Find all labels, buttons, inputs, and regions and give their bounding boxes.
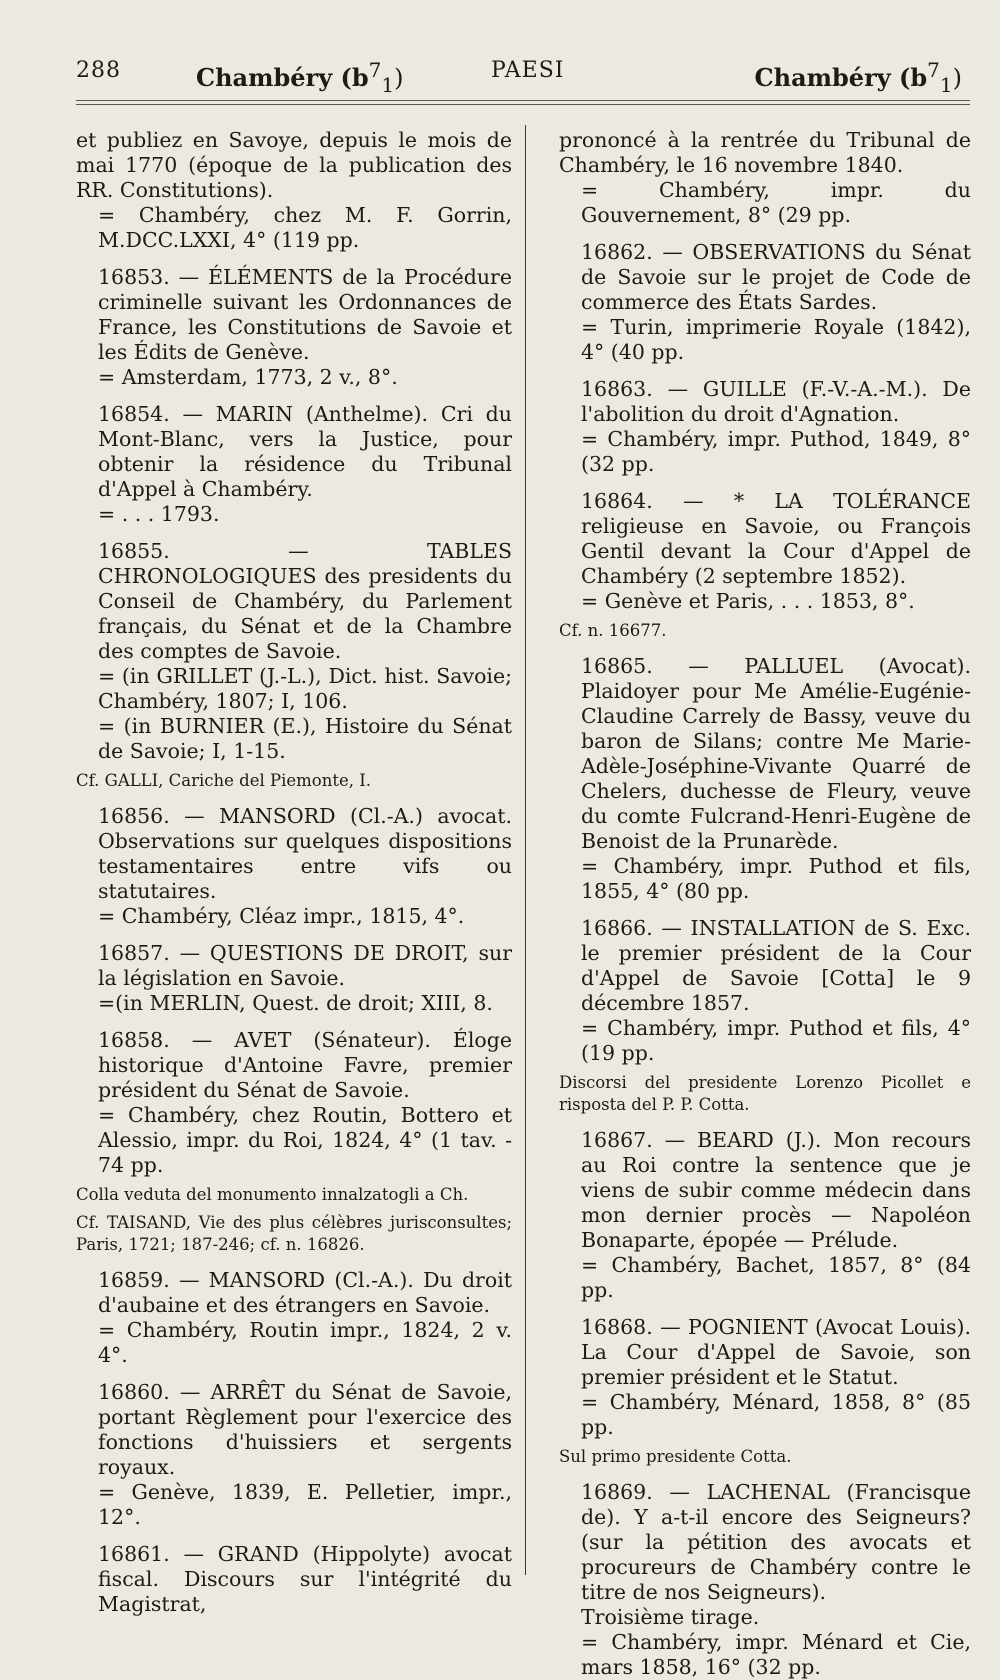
running-section: PAESI <box>491 58 565 83</box>
entry-16864: 16864. — * LA TOLÉRANCE religieuse en Savoie, ou François Gentil devant la Cour d'Appel de Chambéry (2 septembre 1852). <box>581 489 971 588</box>
imprint-line: = Chambéry, Bachet, 1857, 8° (84 pp. <box>581 1253 971 1302</box>
entry-16859: 16859. — MANSORD (Cl.-A.). Du droit d'aubaine et des étrangers en Savoie. <box>98 1268 512 1317</box>
imprint-line: =(in MERLIN, Quest. de droit; XIII, 8. <box>98 991 493 1015</box>
note: Cf. TAISAND, Vie des plus célèbres jurisconsultes; Paris, 1721; 187-246; cf. n. 16826. <box>76 1213 512 1254</box>
entry-16862: 16862. — OBSERVATIONS du Sénat de Savoie sur le projet de Code de commerce des États Sardes. <box>581 240 971 314</box>
text-block: et publiez en Savoye, depuis le mois de mai 1770 (époque de la publication des RR. Constitutions). <box>76 128 512 202</box>
entry-16855: 16855. — TABLES CHRONOLOGIQUES des presidents du Conseil de Chambéry, du Parlement français, du Sénat et de la Chambre des comptes de Savoie. <box>98 539 512 663</box>
imprint-line: = Chambéry, chez M. F. Gorrin, M.DCC.LXXI, 4° (119 pp. <box>98 203 512 252</box>
entry-16854: 16854. — MARIN (Anthelme). Cri du Mont-Blanc, vers la Justice, pour obtenir la résidence du Tribunal d'Appel à Chambéry. <box>98 402 512 501</box>
imprint-line: = Chambéry, impr. Ménard et Cie, mars 1858, 16° (32 pp. <box>581 1630 971 1679</box>
note: Cf. n. 16677. <box>559 621 667 640</box>
entry-16869: 16869. — LACHENAL (Francisque de). Y a-t-il encore des Seigneurs? (sur la pétition des avocats et procureurs de Chambéry contre le titre de nos Seigneurs). <box>581 1480 971 1604</box>
note: Discorsi del presidente Lorenzo Picollet e risposta del P. P. Cotta. <box>559 1073 971 1114</box>
imprint-line: = . . . 1793. <box>98 502 220 526</box>
page-number: 288 <box>76 58 121 83</box>
entry-16861: 16861. — GRAND (Hippolyte) avocat fiscal. Discours sur l'intégrité du Magistrat, <box>98 1542 512 1616</box>
header-rule-double <box>76 104 970 105</box>
entry-16863: 16863. — GUILLE (F.-V.-A.-M.). De l'abolition du droit d'Agnation. <box>581 377 971 426</box>
entry-16853: 16853. — ÉLÉMENTS de la Procédure criminelle suivant les Ordonnances de France, les Constitutions de Savoie et les Édits de Genève. <box>98 265 512 364</box>
entry-16857: 16857. — QUESTIONS DE DROIT, sur la législation en Savoie. <box>98 941 512 990</box>
note: Sul primo presidente Cotta. <box>559 1447 792 1466</box>
column-divider <box>525 125 526 1575</box>
entry-16858: 16858. — AVET (Sénateur). Éloge historique d'Antoine Favre, premier président du Sénat de Savoie. <box>98 1028 512 1102</box>
header-rule <box>76 100 970 101</box>
right-column <box>559 128 971 1680</box>
imprint-line: = Chambéry, Routin impr., 1824, 2 v. 4°. <box>98 1318 512 1367</box>
imprint-line: Troisième tirage. <box>581 1605 760 1629</box>
imprint-line: = Chambéry, impr. Puthod et fils, 1855, 4° (80 pp. <box>581 854 971 903</box>
note: Colla veduta del monumento innalzatogli a Ch. <box>76 1185 469 1204</box>
imprint-line: = Chambéry, Cléaz impr., 1815, 4°. <box>98 904 465 928</box>
imprint-line: = Chambéry, impr. Puthod et fils, 4° (19 pp. <box>581 1016 971 1065</box>
imprint-line: = Chambéry, impr. du Gouvernement, 8° (29 pp. <box>581 178 971 227</box>
running-header <box>76 58 962 98</box>
note: Cf. GALLI, Cariche del Piemonte, I. <box>76 771 372 790</box>
entry-16865: 16865. — PALLUEL (Avocat). Plaidoyer pour Me Amélie-Eugénie-Claudine Carrely de Bassy, veuve du baron de Silans; contre Me Marie-Adèle-Joséphine-Vivante Quarré de Chelers, duchesse de Fleury, veuve du comte Fulcrand-Henri-Eugène de Benoist de la Prunarède. <box>581 654 971 853</box>
entry-16868: 16868. — POGNIENT (Avocat Louis). La Cour d'Appel de Savoie, son premier président et le Statut. <box>581 1315 971 1389</box>
imprint-line: = Amsterdam, 1773, 2 v., 8°. <box>98 365 398 389</box>
imprint-line: = Genève et Paris, . . . 1853, 8°. <box>581 589 915 613</box>
imprint-line: = Chambéry, chez Routin, Bottero et Alessio, impr. du Roi, 1824, 4° (1 tav. - 74 pp. <box>98 1103 512 1177</box>
imprint-line: = Turin, imprimerie Royale (1842), 4° (40 pp. <box>581 315 971 364</box>
text-block: prononcé à la rentrée du Tribunal de Chambéry, le 16 novembre 1840. <box>559 128 971 177</box>
entry-16856: 16856. — MANSORD (Cl.-A.) avocat. Observations sur quelques dispositions testamentaires entre vifs ou statutaires. <box>98 804 512 903</box>
running-title-left: Chambéry $(b^7_1)$ <box>196 58 404 97</box>
imprint-line: = Chambéry, impr. Puthod, 1849, 8° (32 pp. <box>581 427 971 476</box>
entry-16860: 16860. — ARRÊT du Sénat de Savoie, portant Règlement pour l'exercice des fonctions d'huissiers et sergents royaux. <box>98 1380 512 1479</box>
imprint-line: = (in BURNIER (E.), Histoire du Sénat de Savoie; I, 1-15. <box>98 714 512 763</box>
running-title-right: Chambéry $(b^7_1)$ <box>754 58 962 97</box>
entry-16867: 16867. — BEARD (J.). Mon recours au Roi contre la sentence que je viens de subir comme médecin dans mon dernier procès — Napoléon Bonaparte, épopée — Prélude. <box>581 1128 971 1252</box>
left-column <box>76 128 512 1617</box>
imprint-line: = Genève, 1839, E. Pelletier, impr., 12°. <box>98 1480 512 1529</box>
entry-16866: 16866. — INSTALLATION de S. Exc. le premier président de la Cour d'Appel de Savoie [Cotta] le 9 décembre 1857. <box>581 916 971 1015</box>
imprint-line: = (in GRILLET (J.-L.), Dict. hist. Savoie; Chambéry, 1807; I, 106. <box>98 664 512 713</box>
imprint-line: = Chambéry, Ménard, 1858, 8° (85 pp. <box>581 1390 971 1439</box>
